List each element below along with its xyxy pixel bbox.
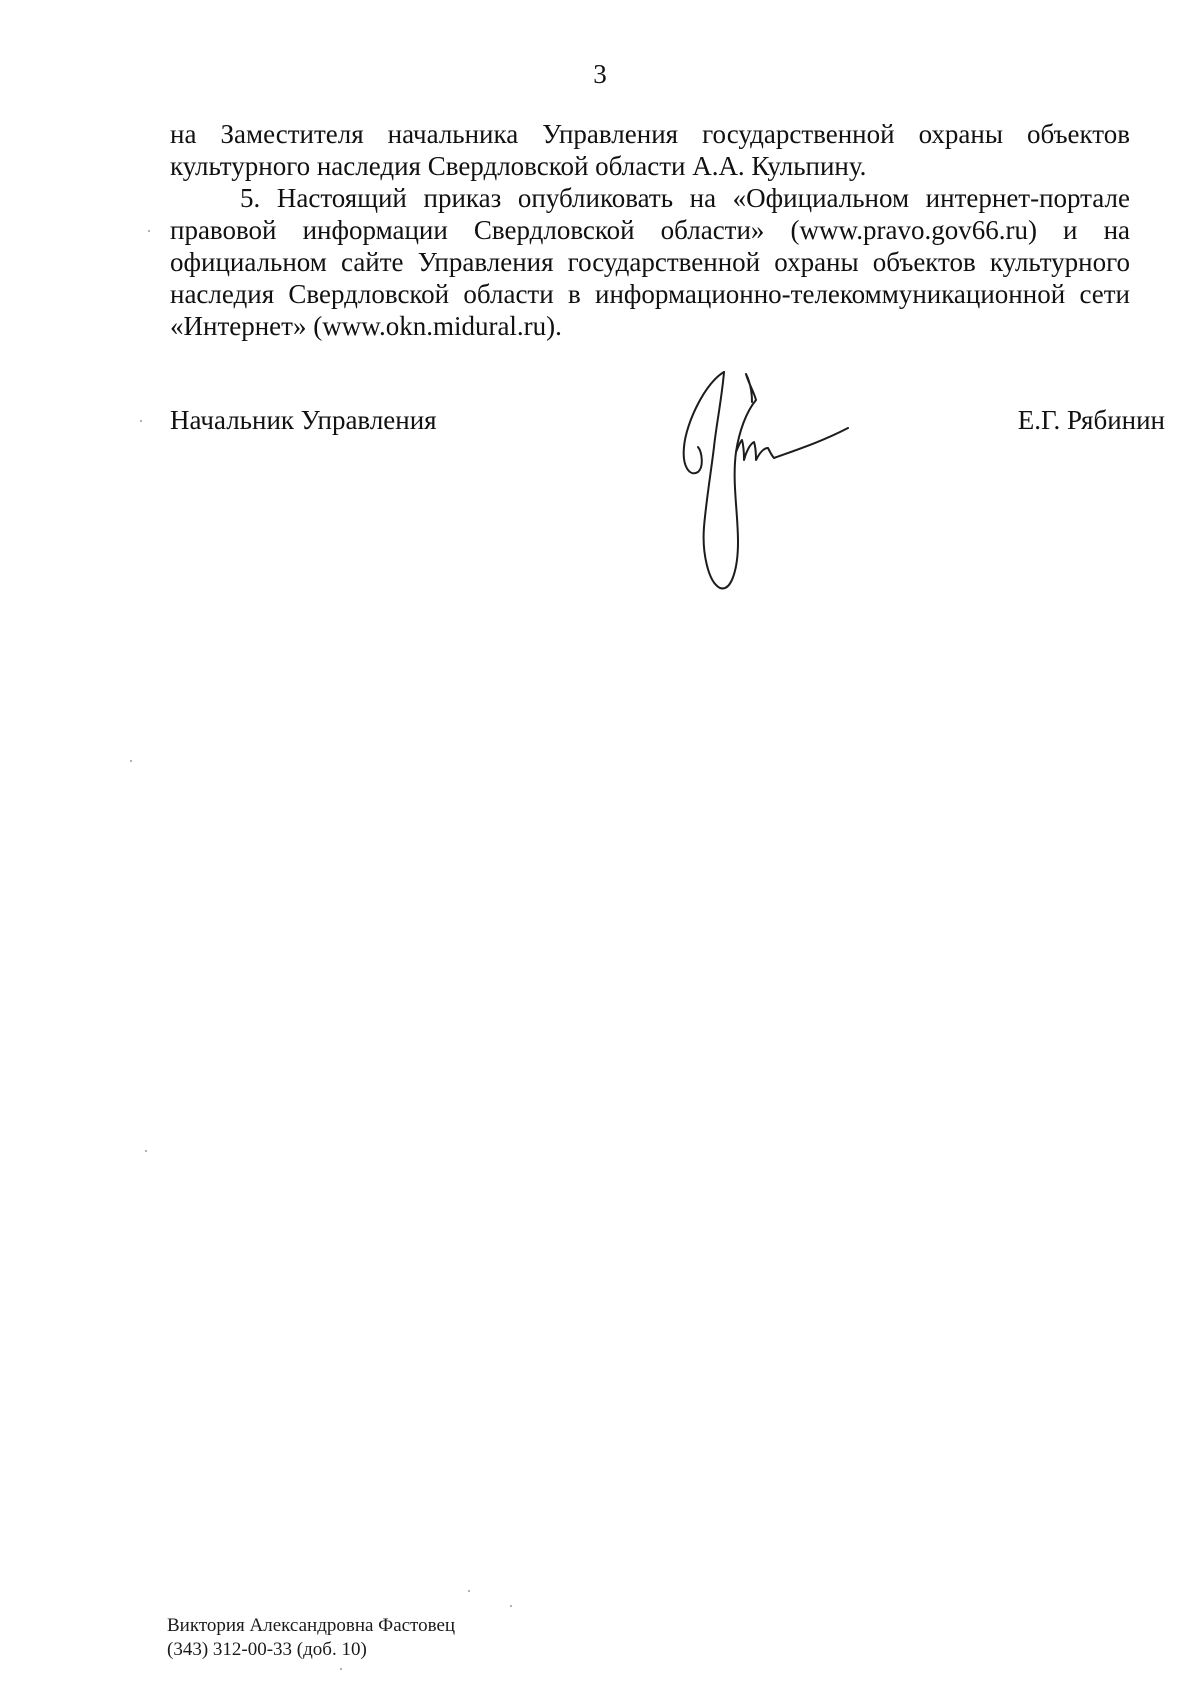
- executor-phone: (343) 312-00-33 (доб. 10): [167, 1639, 367, 1660]
- scan-speck: [145, 1150, 147, 1152]
- executor-name: Виктория Александровна Фастовец: [167, 1615, 456, 1636]
- scan-speck: [140, 420, 142, 422]
- scan-speck: [340, 1668, 342, 1670]
- scan-speck: [510, 1605, 512, 1607]
- handwritten-signature: [676, 352, 876, 592]
- scan-speck: [130, 760, 132, 762]
- signatory-position: Начальник Управления: [170, 405, 437, 435]
- paragraph-continuation: на Заместителя начальника Управления государственной охраны объектов культурного наследия Свердловской области А.А. Кульпину.: [170, 119, 1130, 181]
- signature-row: [170, 404, 1165, 438]
- scan-speck: [468, 1590, 470, 1592]
- paragraph-5: 5. Настоящий приказ опубликовать на «Официальном интернет-портале правовой информации Свердловской области» (www.pravo.gov66.ru) и на официальном сайте Управления государственной охраны объектов культурного наследия Свердловской области в информационно-телекоммуникационной сети «Интернет» (www.okn.midural.ru).: [170, 183, 1130, 341]
- executor-info: [167, 1614, 455, 1662]
- scan-speck: [148, 230, 150, 232]
- document-body: [170, 118, 1130, 342]
- signatory-name: Е.Г. Рябинин: [1017, 405, 1165, 435]
- page-number: 3: [593, 59, 607, 89]
